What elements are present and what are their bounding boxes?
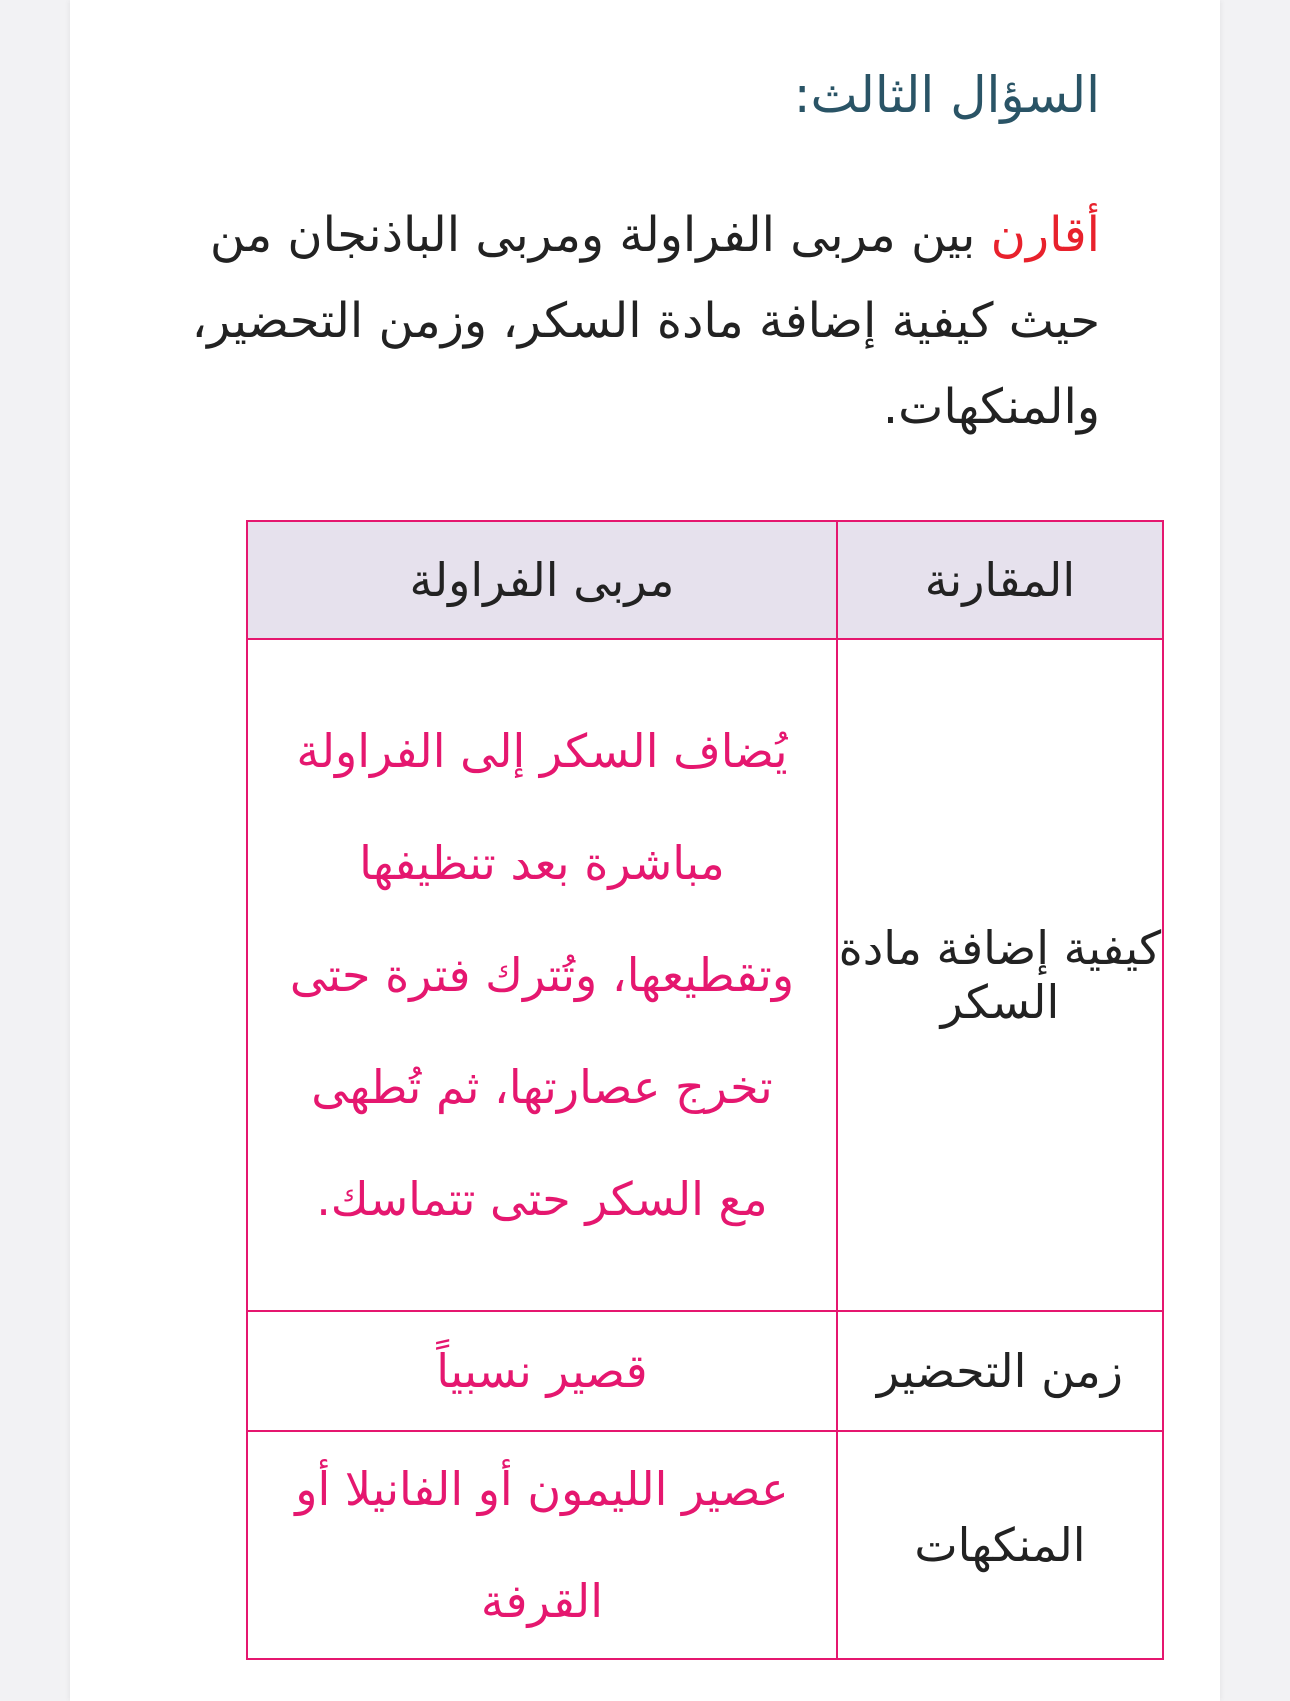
question-body: بين مربى الفراولة ومربى الباذنجان من حيث كيفية إضافة مادة السكر، وزمن التحضير، والمنكهات.	[191, 207, 1100, 435]
table-row	[247, 1311, 1163, 1431]
header-comparison: المقارنة	[837, 521, 1163, 639]
row-value-sugar-text: يُضاف السكر إلى الفراولة مباشرة بعد تنظيفها وتقطيعها، وتُترك فترة حتى تخرج عصارتها، ثم تُطهى مع السكر حتى تتماسك.	[289, 724, 795, 1226]
question-heading: السؤال الثالث:	[793, 66, 1100, 124]
comparison-table-container[interactable]	[186, 520, 1162, 1660]
table-header-row	[247, 521, 1163, 639]
question-text	[170, 192, 1100, 450]
table-row	[247, 639, 1163, 1311]
table-row	[247, 1431, 1163, 1659]
row-value-flavors-text: عصير الليمون أو الفانيلا أو القرفة	[295, 1462, 789, 1628]
comparison-table	[246, 520, 1164, 1660]
row-label-sugar: كيفية إضافة مادة السكر	[837, 639, 1163, 1311]
row-value-time: قصير نسبياً	[247, 1311, 837, 1431]
row-value-flavors	[247, 1431, 837, 1659]
row-label-flavors: المنكهات	[837, 1431, 1163, 1659]
question-keyword: أقارن	[990, 207, 1100, 263]
header-strawberry-jam: مربى الفراولة	[247, 521, 837, 639]
row-label-time: زمن التحضير	[837, 1311, 1163, 1431]
row-value-sugar	[247, 639, 837, 1311]
